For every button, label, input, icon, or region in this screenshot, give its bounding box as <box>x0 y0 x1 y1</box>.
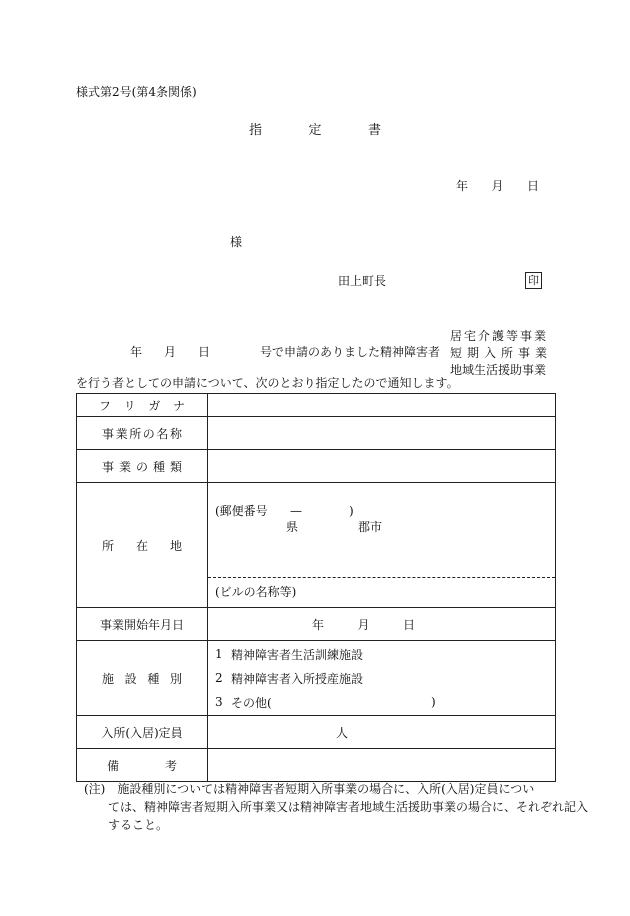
county-city-label: 郡市 <box>358 520 383 534</box>
prefecture-label: 県 <box>286 520 299 534</box>
note-line: ては、精神障害者短期入所事業又は精神障害者地域生活援助事業の場合に、それぞれ記入 <box>72 800 589 814</box>
facility-type-options <box>208 641 556 716</box>
postal-close: ) <box>349 504 354 518</box>
table-row <box>77 716 556 749</box>
table-row <box>77 450 556 483</box>
body-date-year: 年 <box>130 345 143 359</box>
title-char: 指 <box>249 123 263 138</box>
capacity-label: 入所(入居)定員 <box>77 716 208 749</box>
table-row <box>77 394 556 417</box>
postal-label: (郵便番号 <box>215 504 268 518</box>
office-name-value[interactable] <box>208 417 556 450</box>
seal-mark: 印 <box>525 272 542 289</box>
business-type-value[interactable] <box>208 450 556 483</box>
table-row <box>77 417 556 450</box>
issuer-name: 田上町長 <box>338 274 387 288</box>
address-divider <box>208 577 555 578</box>
addressee-suffix: 様 <box>230 235 243 249</box>
capacity-value[interactable] <box>208 716 556 749</box>
title-char: 定 <box>308 123 322 138</box>
facility-type-label: 施 設 種 別 <box>77 641 208 716</box>
table-row <box>77 641 556 716</box>
body-line1: 号で申請のありました精神障害者 <box>260 345 441 359</box>
start-date-value[interactable] <box>208 608 556 641</box>
start-year: 年 <box>312 617 325 632</box>
body-date <box>130 346 210 358</box>
building-label: (ビルの名称等) <box>215 585 297 599</box>
facility-option[interactable]: 2 精神障害者入所授産施設 <box>215 671 364 686</box>
facility-option[interactable]: 1 精神障害者生活訓練施設 <box>215 647 364 662</box>
furigana-value[interactable] <box>208 394 556 417</box>
table-row <box>77 483 556 608</box>
remarks-value[interactable] <box>208 749 556 782</box>
date-day: 日 <box>526 179 539 193</box>
service-option: 地域生活援助事業 <box>450 363 547 377</box>
start-month: 月 <box>357 617 370 632</box>
designation-table <box>76 393 556 782</box>
office-name-label: 事 業 所 の 名 称 <box>77 417 208 450</box>
body-line2: を行う者としての申請について、次のとおり指定したので通知します。 <box>76 376 459 390</box>
postal-dash: — <box>290 504 302 518</box>
note-line: (注) 施設種別については精神障害者短期入所事業の場合に、入所(入居)定員につい <box>84 782 535 796</box>
title-char: 書 <box>367 123 381 138</box>
facility-option[interactable]: 3 その他( ) <box>215 695 436 710</box>
date-month: 月 <box>491 179 504 193</box>
service-option: 居宅介護等事業 <box>450 329 549 343</box>
issue-date <box>456 180 539 192</box>
form-number: 様式第2号(第4条関係) <box>76 85 197 99</box>
address-value[interactable] <box>208 483 556 608</box>
table-row <box>77 608 556 641</box>
capacity-unit: 人 <box>336 725 349 740</box>
start-day: 日 <box>402 617 415 632</box>
note-line: すること。 <box>72 818 169 832</box>
service-option: 短期入所事業 <box>450 346 553 360</box>
body-date-month: 月 <box>163 345 176 359</box>
remarks-label: 備 考 <box>77 749 208 782</box>
body-date-day: 日 <box>197 345 210 359</box>
furigana-label: フ リ ガ ナ <box>77 394 208 417</box>
service-options <box>450 328 553 379</box>
date-year: 年 <box>456 179 469 193</box>
start-date-label: 事業開始年月日 <box>77 608 208 641</box>
business-type-label: 事 業 の 種 類 <box>77 450 208 483</box>
address-label: 所 在 地 <box>77 483 208 608</box>
document-title <box>249 124 381 137</box>
table-row <box>77 749 556 782</box>
